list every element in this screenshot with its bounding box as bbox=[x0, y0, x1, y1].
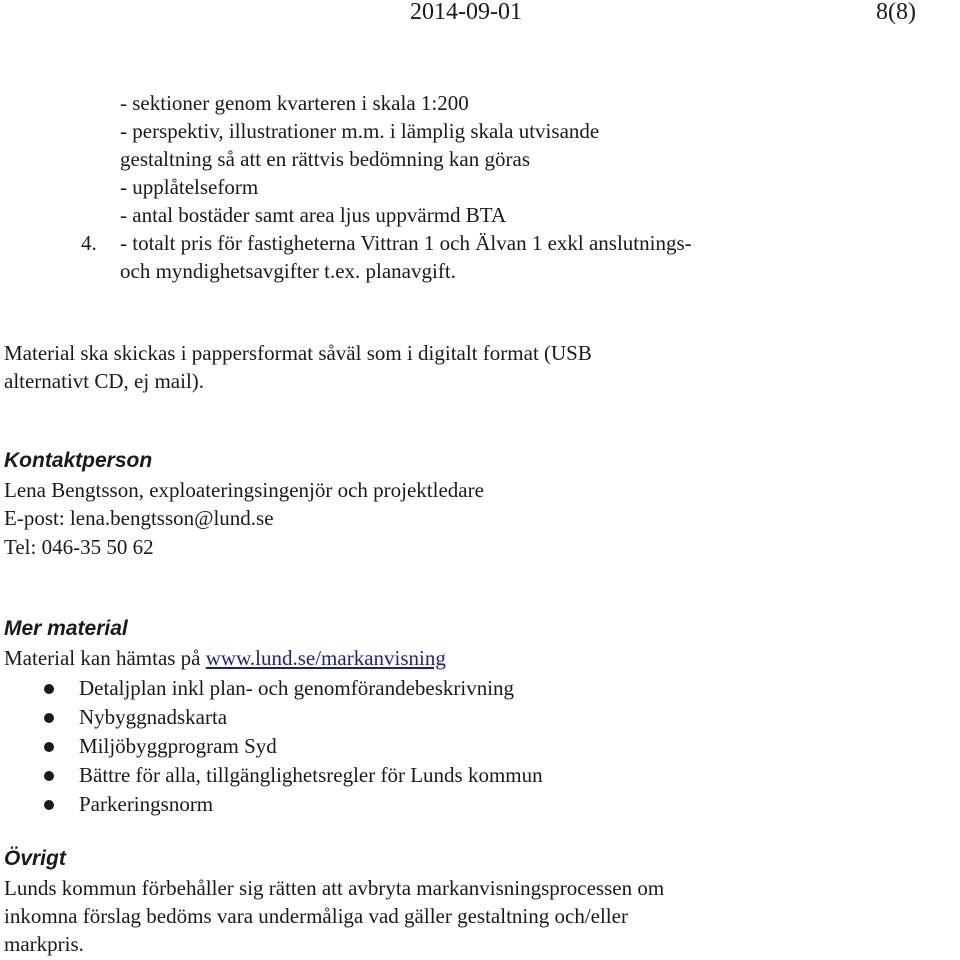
list-item: Nybyggnadskarta bbox=[79, 705, 228, 729]
list-line: - perspektiv, illustrationer m.m. i lämplig skala utvisande bbox=[120, 119, 600, 143]
list-line: gestaltning så att en rättvis bedömning kan göras bbox=[120, 147, 530, 171]
list-item: Parkeringsnorm bbox=[79, 792, 214, 816]
other-line: markpris. bbox=[4, 932, 84, 956]
other-line: Lunds kommun förbehåller sig rätten att avbryta markanvisningsprocessen om bbox=[4, 876, 665, 900]
material-paragraph-line: alternativt CD, ej mail). bbox=[4, 369, 205, 393]
contact-email: E-post: lena.bengtsson@lund.se bbox=[4, 506, 274, 530]
list-item: Miljöbyggprogram Syd bbox=[79, 734, 277, 758]
more-material-heading: Mer material bbox=[4, 617, 128, 640]
list-line: och myndighetsavgifter t.ex. planavgift. bbox=[120, 259, 456, 283]
bullet-icon bbox=[44, 684, 54, 694]
other-line: inkomna förslag bedöms vara undermåliga vad gäller gestaltning och/eller bbox=[4, 904, 628, 928]
contact-name: Lena Bengtsson, exploateringsingenjör och projektledare bbox=[4, 478, 484, 502]
markanvisning-link[interactable]: www.lund.se/markanvisning bbox=[205, 646, 446, 670]
contact-heading: Kontaktperson bbox=[4, 449, 153, 472]
bullet-icon bbox=[44, 742, 54, 752]
list-line: - sektioner genom kvarteren i skala 1:200 bbox=[120, 91, 469, 115]
material-paragraph-line: Material ska skickas i pappersformat såväl som i digitalt format (USB bbox=[4, 341, 592, 365]
list-item: Detaljplan inkl plan- och genomförandebeskrivning bbox=[79, 676, 515, 700]
bullet-icon bbox=[44, 713, 54, 723]
bullet-icon bbox=[44, 800, 54, 810]
list-line: - totalt pris för fastigheterna Vittran 1 och Älvan 1 exkl anslutnings- bbox=[120, 231, 692, 255]
list-line: - antal bostäder samt area ljus uppvärmd BTA bbox=[120, 203, 507, 227]
list-item: Bättre för alla, tillgänglighetsregler för Lunds kommun bbox=[79, 763, 543, 787]
header-date: 2014-09-01 bbox=[410, 0, 522, 25]
list-item-number: 4. bbox=[81, 231, 97, 255]
list-line: - upplåtelseform bbox=[120, 175, 259, 199]
page-number: 8(8) bbox=[876, 0, 916, 25]
other-heading: Övrigt bbox=[4, 847, 66, 870]
contact-phone: Tel: 046-35 50 62 bbox=[4, 535, 154, 559]
more-material-intro bbox=[4, 646, 446, 670]
more-material-intro-text: Material kan hämtas på bbox=[4, 646, 206, 670]
bullet-icon bbox=[44, 771, 54, 781]
